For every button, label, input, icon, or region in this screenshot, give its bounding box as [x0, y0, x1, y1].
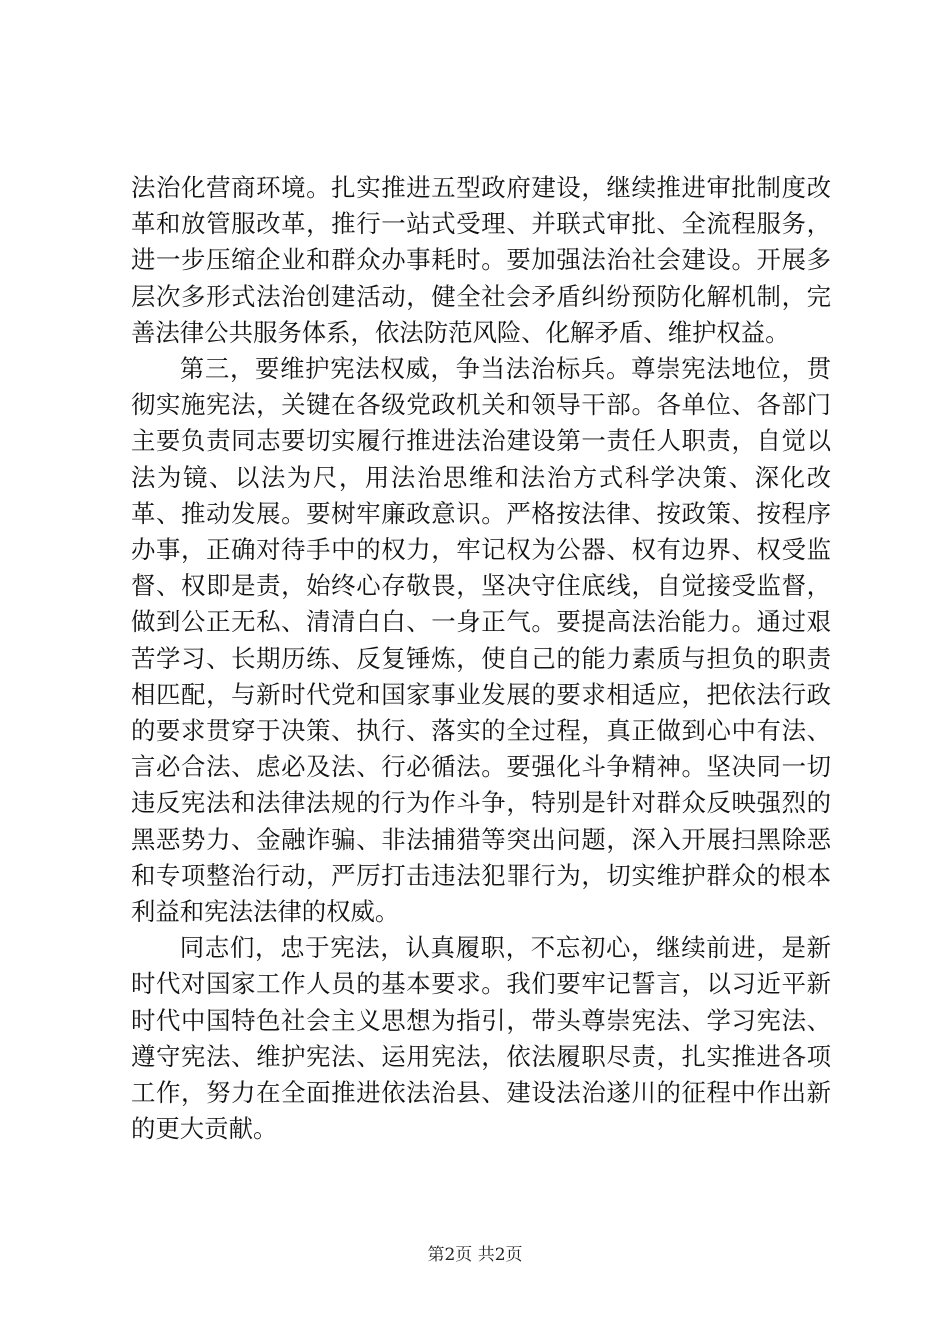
paragraph-continuation: 法治化营商环境。扎实推进五型政府建设，继续推进审批制度改革和放管服改革，推行一站式受理、并联式审批、全流程服务，进一步压缩企业和群众办事耗时。要加强法治社会建设。开展多层次多形式法治创建活动，健全社会矛盾纠纷预防化解机制，完善法律公共服务体系，依法防范风险、化解矛盾、维护权益。	[131, 173, 831, 347]
page-number-footer: 第2页 共2页	[427, 1245, 523, 1265]
paragraph-third-point: 第三，要维护宪法权威，争当法治标兵。尊崇宪法地位，贯彻实施宪法，关键在各级党政机关和领导干部。各单位、各部门主要负责同志要切实履行推进法治建设第一责任人职责，自觉以法为镜、以法为尺，用法治思维和法治方式科学决策、深化改革、推动发展。要树牢廉政意识。严格按法律、按政策、按程序办事，正确对待手中的权力，牢记权为公器、权有边界、权受监督、权即是责，始终心存敬畏，坚决守住底线，自觉接受监督，做到公正无私、清清白白、一身正气。要提高法治能力。通过艰苦学习、长期历练、反复锤炼，使自己的能力素质与担负的职责相匹配，与新时代党和国家事业发展的要求相适应，把依法行政的要求贯穿于决策、执行、落实的全过程，真正做到心中有法、言必合法、虑必及法、行必循法。要强化斗争精神。坚决同一切违反宪法和法律法规的行为作斗争，特别是针对群众反映强烈的黑恶势力、金融诈骗、非法捕猎等突出问题，深入开展扫黑除恶和专项整治行动，严厉打击违法犯罪行为，切实维护群众的根本利益和宪法法律的权威。	[131, 354, 831, 927]
paragraph-conclusion: 同志们，忠于宪法，认真履职，不忘初心，继续前进，是新时代对国家工作人员的基本要求。我们要牢记誓言，以习近平新时代中国特色社会主义思想为指引，带头尊崇宪法、学习宪法、遵守宪法、维护宪法、运用宪法，依法履职尽责，扎实推进各项工作，努力在全面推进依法治县、建设法治遂川的征程中作出新的更大贡献。	[131, 933, 831, 1144]
document-body	[131, 170, 831, 1147]
